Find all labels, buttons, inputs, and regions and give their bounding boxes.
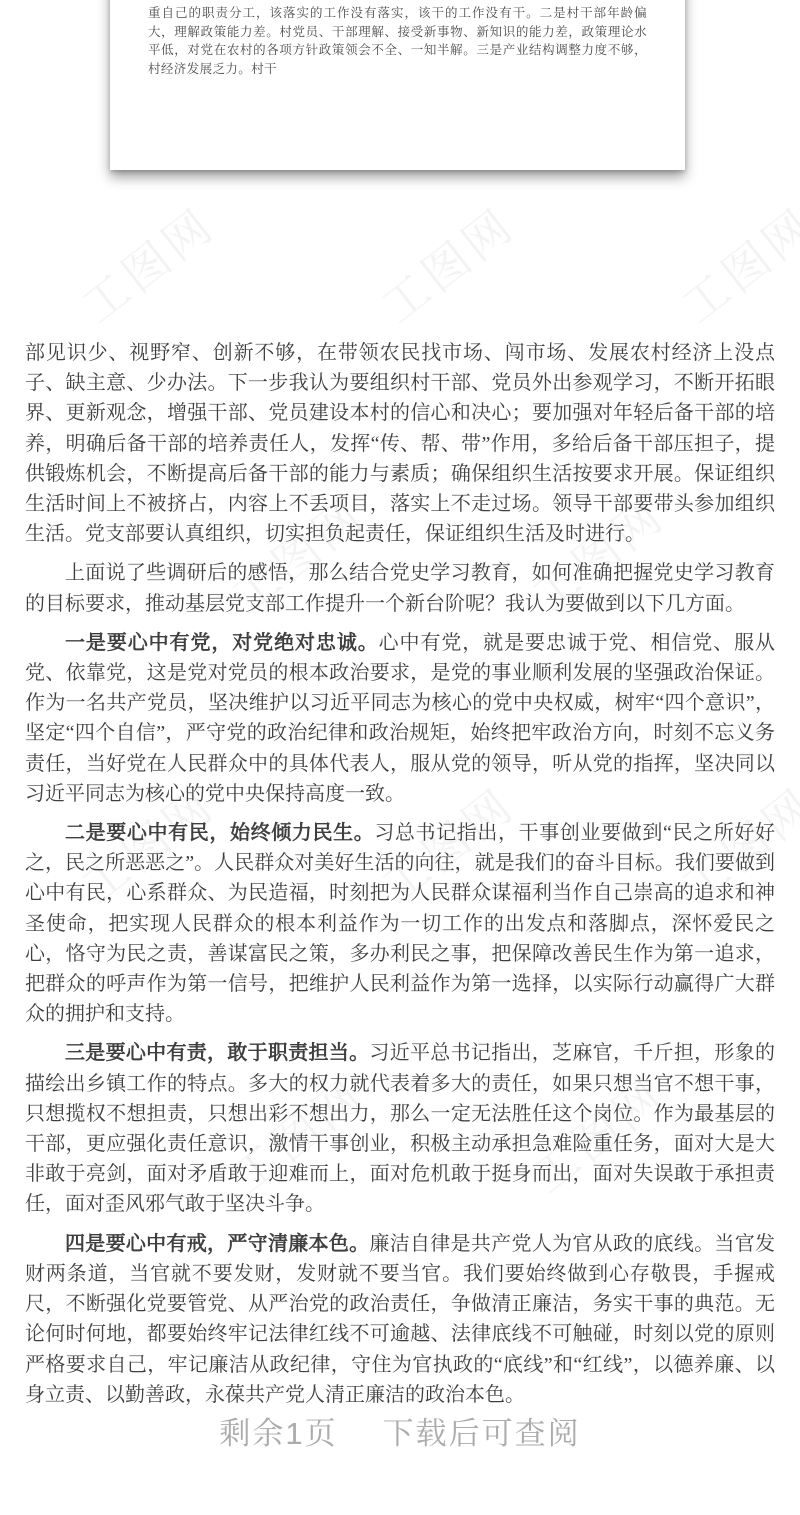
remaining-pages-label: 剩余1页 bbox=[219, 1416, 338, 1451]
paragraph-lead: 一是要心中有党，对党绝对忠诚。 bbox=[65, 631, 379, 654]
watermark-text bbox=[66, 190, 227, 336]
document-paragraph: 三是要心中有责，敢于职责担当。习近平总书记指出，芝麻官，千斤担，形象的描绘出乡镇工作的特点。多大的权力就代表着多大的责任，如果只想当官不想干事，只想揽权不想担责，只想出彩不想出力，那么一定无法胜任这个岗位。作为最基层的干部，更应强化责任意识，激情干事创业，积极主动承担急难险重任务，面对大是大非敢于亮剑，面对矛盾敢于迎难而上，面对危机敢于挺身而出，面对失误敢于承担责任，面对歪风邪气敢于坚决斗争。 bbox=[25, 1042, 776, 1216]
document-paragraph: 上面说了些调研后的感悟，那么结合党史学习教育，如何准确把握党史学习教育的目标要求，推动基层党支部工作提升一个新台阶呢？我认为要做到以下几方面。 bbox=[25, 562, 775, 615]
previous-page-card bbox=[110, 0, 685, 170]
document-paragraph: 一是要心中有党，对党绝对忠诚。心中有党，就是要忠诚于党、相信党、服从党、依靠党，这是党对党员的根本政治要求，是党的事业顺利发展的坚强政治保证。作为一名共产党员，坚决维护以习近平同志为核心的党中央权威，树牢“四个意识”，坚定“四个自信”，严守党的政治纪律和政治规矩，始终把牢政治方向，时刻不忘义务责任，当好党在人民群众中的具体代表人，服从党的领导，听从党的指挥，坚决同以习近平同志为核心的党中央保持高度一致。 bbox=[25, 631, 776, 805]
watermark-text bbox=[366, 190, 527, 336]
watermark-text bbox=[666, 190, 800, 336]
document-paragraph: 部见识少、视野窄、创新不够，在带领农民找市场、闯市场、发展农村经济上没点子、缺主意、少办法。下一步我认为要组织村干部、党员外出参观学习，不断开拓眼界、更新观念，增强干部、党员建设本村的信心和决心；要加强对年轻后备干部的培养，明确后备干部的培养责任人，发挥“传、帮、带”作用，多给后备干部压担子，提供锻炼机会，不断提高后备干部的能力与素质；确保组织生活按要求开展。保证组织生活时间上不被挤占，内容上不丢项目，落实上不走过场。领导干部要带头参加组织生活。党支部要认真组织，切实担负起责任，保证组织生活及时进行。 bbox=[25, 342, 775, 546]
remaining-pages-banner bbox=[0, 1408, 800, 1453]
paragraph-lead: 四是要心中有戒，严守清廉本色。 bbox=[65, 1232, 370, 1255]
download-hint-label: 下载后可查阅 bbox=[382, 1416, 581, 1451]
document-paragraph: 二是要心中有民，始终倾力民生。习总书记指出，干事创业要做到“民之所好好之，民之所恶恶之”。人民群众对美好生活的向往，就是我们的奋斗目标。我们要做到心中有民，心系群众、为民造福，时刻把为人民群众谋福利当作自己崇高的追求和神圣使命，把实现人民群众的根本利益作为一切工作的出发点和落脚点，深怀爱民之心，恪守为民之责，善谋富民之策，多办利民之事，把保障改善民生作为第一追求，把群众的呼声作为第一信号，把维护人民利益作为第一选择，以实际行动赢得广大群众的拥护和支持。 bbox=[25, 822, 775, 1026]
previous-page-text: 重自己的职责分工，该落实的工作没有落实，该干的工作没有干。二是村干部年龄偏大，理解政策能力差。村党员、干部理解、接受新事物、新知识的能力差，政策理论水平低，对党在农村的各项方针政策领会不全、一知半解。三是产业结构调整力度不够，村经济发展乏力。村干 bbox=[148, 6, 647, 76]
paragraph-lead: 二是要心中有民，始终倾力民生。 bbox=[65, 822, 375, 845]
paragraph-lead: 三是要心中有责，敢于职责担当。 bbox=[65, 1042, 370, 1065]
document-paragraph: 四是要心中有戒，严守清廉本色。廉洁自律是共产党人为官从政的底线。当官发财两条道，当官就不要发财，发财就不要当官。我们要始终做到心存敬畏，手握戒尺，不断强化党要管党、从严治党的政治责任，争做清正廉洁，务实干事的典范。无论何时何地，都要始终牢记法律红线不可逾越、法律底线不可触碰，时刻以党的原则严格要求自己，牢记廉洁从政纪律，守住为官执政的“底线”和“红线”，以德养廉、以身立责、以勤善政，永葆共产党人清正廉洁的政治本色。 bbox=[25, 1232, 776, 1406]
document-body bbox=[25, 338, 775, 1419]
